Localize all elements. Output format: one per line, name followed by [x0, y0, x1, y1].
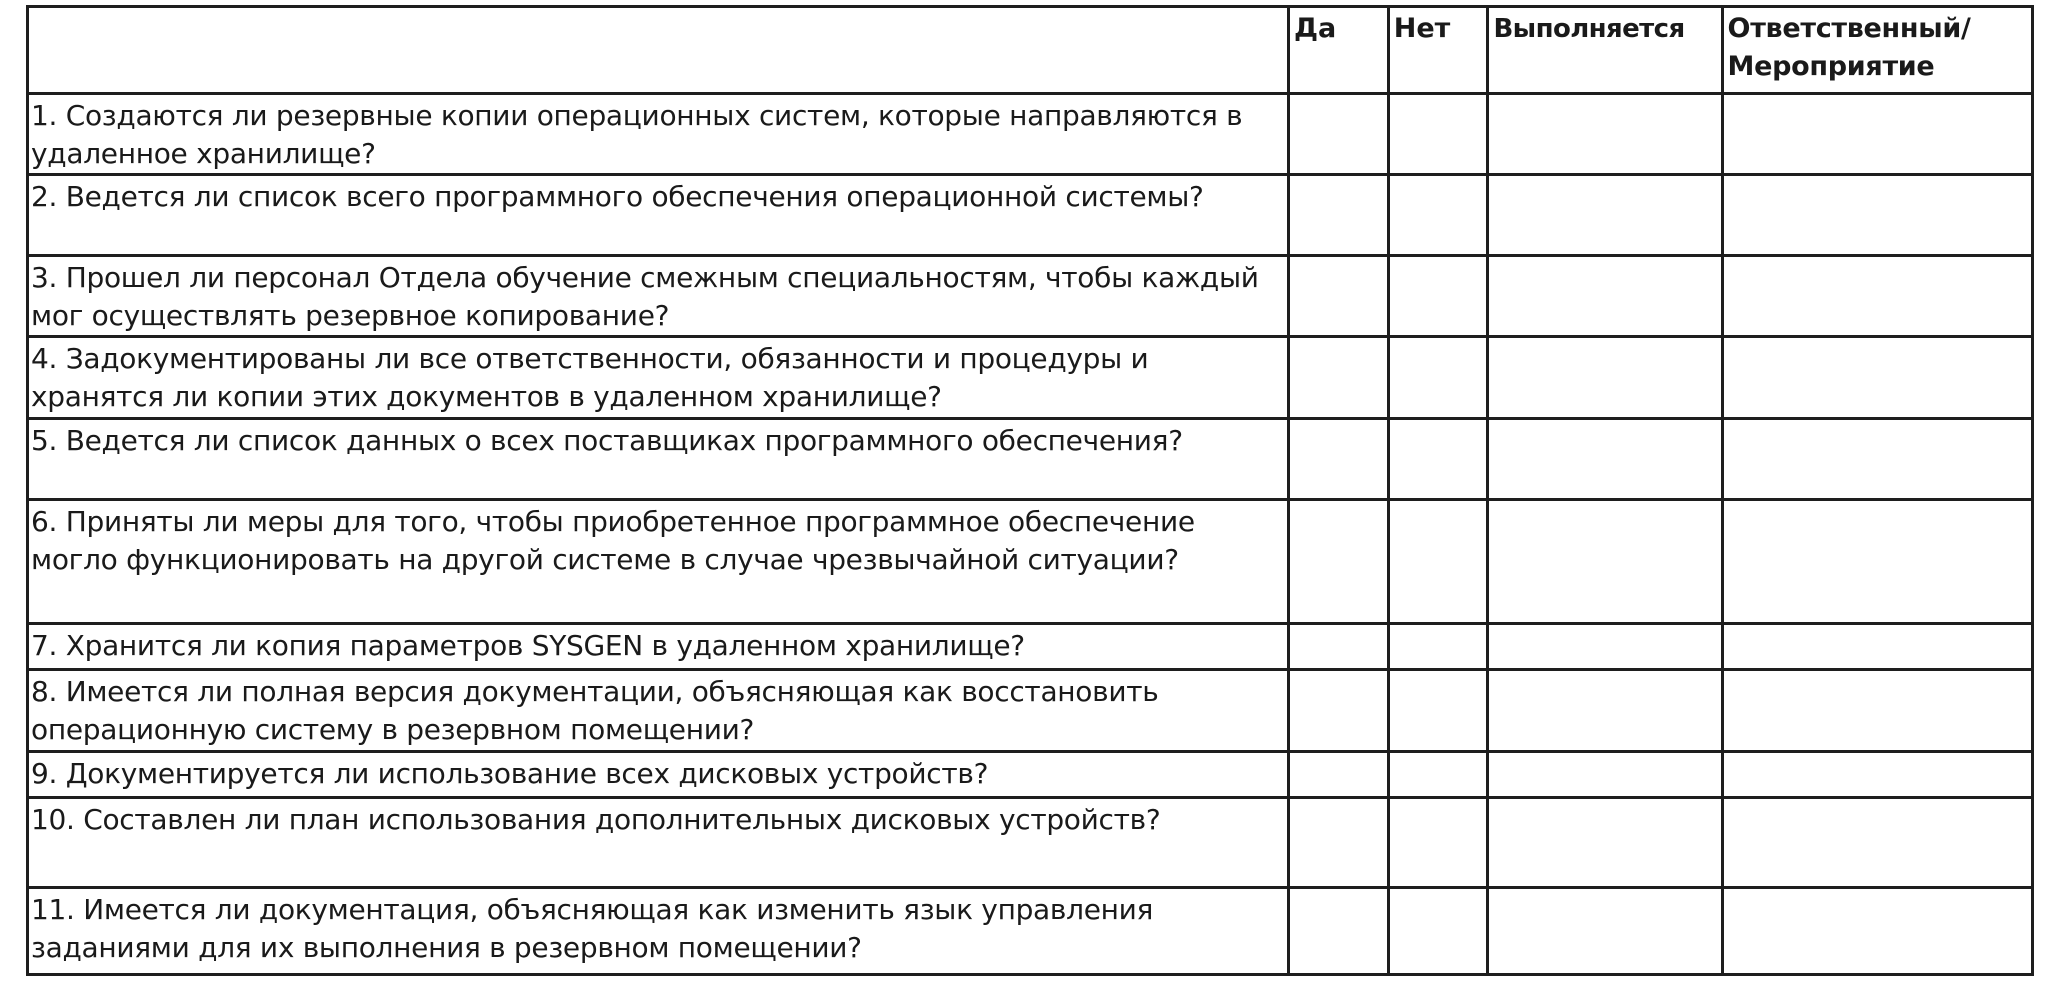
- in-progress-cell[interactable]: [1488, 670, 1722, 752]
- yes-cell[interactable]: [1289, 500, 1389, 624]
- table-row: [28, 175, 2033, 256]
- table-row: [28, 256, 2033, 337]
- in-progress-cell[interactable]: [1488, 624, 1722, 670]
- table-row: [28, 624, 2033, 670]
- in-progress-cell[interactable]: [1488, 752, 1722, 798]
- checklist-table: [26, 5, 2034, 976]
- in-progress-cell[interactable]: [1488, 500, 1722, 624]
- no-cell[interactable]: [1388, 337, 1488, 419]
- responsible-cell[interactable]: [1722, 500, 2032, 624]
- question-cell: 5. Ведется ли список данных о всех поставщиках программного обеспечения?: [28, 419, 1289, 500]
- question-cell: 8. Имеется ли полная версия документации, объясняющая как восстановить операционную систему в резервном помещении?: [28, 670, 1289, 752]
- responsible-cell[interactable]: [1722, 256, 2032, 337]
- no-cell[interactable]: [1388, 94, 1488, 175]
- no-cell[interactable]: [1388, 500, 1488, 624]
- in-progress-cell[interactable]: [1488, 888, 1722, 975]
- no-cell[interactable]: [1388, 798, 1488, 888]
- header-no: Нет: [1388, 7, 1488, 94]
- in-progress-cell[interactable]: [1488, 798, 1722, 888]
- responsible-cell[interactable]: [1722, 752, 2032, 798]
- table-row: [28, 337, 2033, 419]
- question-cell: 10. Составлен ли план использования дополнительных дисковых устройств?: [28, 798, 1289, 888]
- no-cell[interactable]: [1388, 624, 1488, 670]
- header-question: [28, 7, 1289, 94]
- table-row: [28, 419, 2033, 500]
- checklist-sheet: [26, 5, 2034, 976]
- yes-cell[interactable]: [1289, 94, 1389, 175]
- in-progress-cell[interactable]: [1488, 256, 1722, 337]
- no-cell[interactable]: [1388, 256, 1488, 337]
- no-cell[interactable]: [1388, 175, 1488, 256]
- table-row: [28, 94, 2033, 175]
- yes-cell[interactable]: [1289, 670, 1389, 752]
- no-cell[interactable]: [1388, 419, 1488, 500]
- in-progress-cell[interactable]: [1488, 419, 1722, 500]
- question-cell: 6. Приняты ли меры для того, чтобы приобретенное программное обеспечение могло функционировать на другой системе в случае чрезвычайной ситуации?: [28, 500, 1289, 624]
- no-cell[interactable]: [1388, 670, 1488, 752]
- question-cell: 4. Задокументированы ли все ответственности, обязанности и процедуры и хранятся ли копии этих документов в удаленном хранилище?: [28, 337, 1289, 419]
- question-cell: 11. Имеется ли документация, объясняющая как изменить язык управления заданиями для их выполнения в резервном помещении?: [28, 888, 1289, 975]
- responsible-cell[interactable]: [1722, 337, 2032, 419]
- yes-cell[interactable]: [1289, 752, 1389, 798]
- yes-cell[interactable]: [1289, 798, 1389, 888]
- table-row: [28, 888, 2033, 975]
- yes-cell[interactable]: [1289, 256, 1389, 337]
- yes-cell[interactable]: [1289, 175, 1389, 256]
- responsible-cell[interactable]: [1722, 175, 2032, 256]
- question-cell: 2. Ведется ли список всего программного обеспечения операционной системы?: [28, 175, 1289, 256]
- yes-cell[interactable]: [1289, 419, 1389, 500]
- question-cell: 3. Прошел ли персонал Отдела обучение смежным специальностям, чтобы каждый мог осуществлять резервное копирование?: [28, 256, 1289, 337]
- no-cell[interactable]: [1388, 752, 1488, 798]
- table-row: [28, 752, 2033, 798]
- responsible-cell[interactable]: [1722, 798, 2032, 888]
- table-row: [28, 798, 2033, 888]
- no-cell[interactable]: [1388, 888, 1488, 975]
- in-progress-cell[interactable]: [1488, 337, 1722, 419]
- in-progress-cell[interactable]: [1488, 175, 1722, 256]
- table-row: [28, 500, 2033, 624]
- responsible-cell[interactable]: [1722, 670, 2032, 752]
- yes-cell[interactable]: [1289, 624, 1389, 670]
- table-row: [28, 670, 2033, 752]
- responsible-cell[interactable]: [1722, 419, 2032, 500]
- responsible-cell[interactable]: [1722, 888, 2032, 975]
- header-responsible: Ответственный/ Мероприятие: [1722, 7, 2032, 94]
- header-in-progress: Выполняется: [1488, 7, 1722, 94]
- question-cell: 1. Создаются ли резервные копии операционных систем, которые направляются в удаленное хранилище?: [28, 94, 1289, 175]
- question-cell: 9. Документируется ли использование всех дисковых устройств?: [28, 752, 1289, 798]
- responsible-cell[interactable]: [1722, 624, 2032, 670]
- question-cell: 7. Хранится ли копия параметров SYSGEN в удаленном хранилище?: [28, 624, 1289, 670]
- yes-cell[interactable]: [1289, 888, 1389, 975]
- yes-cell[interactable]: [1289, 337, 1389, 419]
- in-progress-cell[interactable]: [1488, 94, 1722, 175]
- header-row: [28, 7, 2033, 94]
- header-yes: Да: [1289, 7, 1389, 94]
- responsible-cell[interactable]: [1722, 94, 2032, 175]
